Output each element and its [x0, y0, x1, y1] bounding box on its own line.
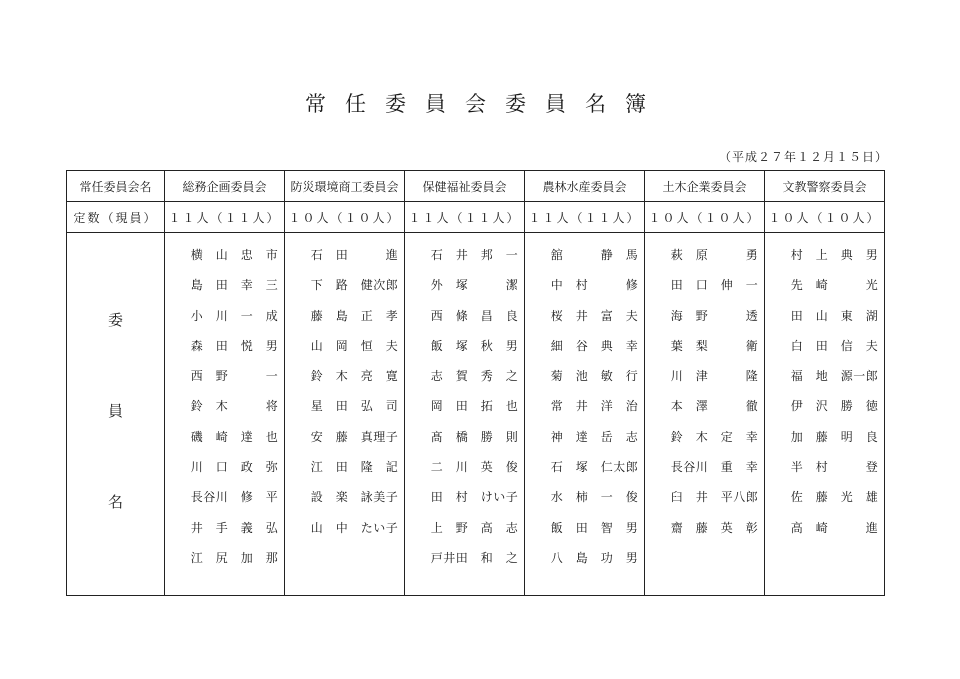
- member-name: 加 藤 明 良: [790, 429, 879, 444]
- committee-count: １０人（１０人）: [765, 202, 885, 233]
- member-name: 下 路 健次郎: [310, 278, 399, 293]
- member-name: 髙 橋 勝 則: [430, 429, 519, 444]
- committee-name: 総務企画委員会: [165, 171, 285, 202]
- committee-name: 土木企業委員会: [645, 171, 765, 202]
- member-name: 西 野 一: [190, 369, 279, 384]
- member-name: 横 山 忠 市: [190, 248, 279, 262]
- member-name: 齋 藤 英 彰: [670, 520, 759, 535]
- count-row: [67, 202, 885, 233]
- member-name: 磯 崎 達 也: [190, 429, 279, 444]
- member-name: 半 村 登: [790, 460, 879, 475]
- committee-count: １１人（１１人）: [525, 202, 645, 233]
- member-name: 石 田 進: [310, 248, 399, 262]
- member-name: 八 島 功 男: [550, 550, 639, 565]
- members-label-char: 委: [107, 311, 123, 329]
- member-name: 志 賀 秀 之: [430, 369, 519, 384]
- member-name: 森 田 悦 男: [190, 338, 279, 353]
- member-list-cell: [165, 233, 285, 596]
- member-name: 伊 沢 勝 徳: [790, 399, 879, 414]
- member-name: 飯 塚 秋 男: [430, 338, 519, 353]
- member-name: 海 野 透: [670, 308, 759, 323]
- member-list: [645, 233, 764, 548]
- member-list-cell: [405, 233, 525, 596]
- member-list: [285, 233, 404, 548]
- member-list-cell: [525, 233, 645, 596]
- member-name: 設 楽 詠美子: [310, 490, 399, 505]
- member-name: 田 村 けい子: [430, 490, 519, 505]
- member-name: 中 村 修: [550, 278, 639, 293]
- member-name: 川 津 隆: [670, 369, 759, 384]
- committee-count: １０人（１０人）: [645, 202, 765, 233]
- member-name: 田 山 東 湖: [790, 308, 879, 323]
- document-date: （平成２７年１２月１５日）: [718, 150, 888, 164]
- committee-count: １１人（１１人）: [165, 202, 285, 233]
- member-name: 上 野 高 志: [430, 520, 519, 535]
- members-label-char: 員: [107, 402, 123, 420]
- member-name: 長谷川 重 幸: [670, 460, 759, 475]
- member-name: 石 井 邦 一: [430, 248, 519, 262]
- member-name: 山 中 たい子: [310, 520, 399, 535]
- committee-name-row: [67, 171, 885, 202]
- member-name: 井 手 義 弘: [190, 520, 279, 535]
- member-name: 鈴 木 亮 寛: [310, 369, 399, 384]
- member-name: 長谷川 修 平: [190, 490, 279, 505]
- member-name: 江 田 隆 記: [310, 460, 399, 475]
- member-name: 佐 藤 光 雄: [790, 490, 879, 505]
- page-title: 常任委員会委員名簿: [305, 92, 665, 116]
- member-name: 島 田 幸 三: [190, 278, 279, 293]
- member-name: 石 塚 仁太郎: [550, 460, 639, 475]
- member-name: 高 崎 進: [790, 520, 879, 535]
- members-row: [67, 233, 885, 596]
- member-list-cell: [765, 233, 885, 596]
- member-list: [525, 233, 644, 578]
- member-name: 外 塚 潔: [430, 278, 519, 293]
- member-name: 安 藤 真理子: [310, 429, 399, 444]
- member-list: [765, 233, 884, 548]
- row-header-committee: 常任委員会名: [67, 171, 165, 202]
- committee-count: １１人（１１人）: [405, 202, 525, 233]
- committee-name: 文教警察委員会: [765, 171, 885, 202]
- committee-count: １０人（１０人）: [285, 202, 405, 233]
- member-name: 萩 原 勇: [670, 248, 759, 262]
- member-name: 藤 島 正 孝: [310, 308, 399, 323]
- member-name: 先 崎 光: [790, 278, 879, 293]
- member-name: 常 井 洋 治: [550, 399, 639, 414]
- committee-name: 農林水産委員会: [525, 171, 645, 202]
- member-name: 田 口 伸 一: [670, 278, 759, 293]
- member-name: 水 柿 一 俊: [550, 490, 639, 505]
- member-list: [405, 233, 524, 578]
- member-name: 神 達 岳 志: [550, 429, 639, 444]
- committee-name: 防災環境商工委員会: [285, 171, 405, 202]
- members-label-char: 名: [107, 493, 123, 511]
- member-name: 江 尻 加 那: [190, 550, 279, 565]
- member-name: 白 田 信 夫: [790, 338, 879, 353]
- member-name: 村 上 典 男: [790, 248, 879, 262]
- member-name: 菊 池 敏 行: [550, 369, 639, 384]
- member-name: 川 口 政 弥: [190, 460, 279, 475]
- member-name: 戸井田 和 之: [430, 550, 519, 565]
- committee-roster-table: [66, 170, 885, 596]
- member-list-cell: [645, 233, 765, 596]
- member-name: 飯 田 智 男: [550, 520, 639, 535]
- member-name: 福 地 源一郎: [790, 369, 879, 384]
- member-name: 本 澤 徹: [670, 399, 759, 414]
- member-name: 舘 静 馬: [550, 248, 639, 262]
- member-list-cell: [285, 233, 405, 596]
- member-name: 細 谷 典 幸: [550, 338, 639, 353]
- member-name: 鈴 木 定 幸: [670, 429, 759, 444]
- member-list: [165, 233, 284, 578]
- member-name: 鈴 木 将: [190, 399, 279, 414]
- member-name: 小 川 一 成: [190, 308, 279, 323]
- member-name: 星 田 弘 司: [310, 399, 399, 414]
- member-name: 岡 田 拓 也: [430, 399, 519, 414]
- member-name: 西 條 昌 良: [430, 308, 519, 323]
- member-name: 臼 井 平八郎: [670, 490, 759, 505]
- member-name: 二 川 英 俊: [430, 460, 519, 475]
- committee-name: 保健福祉委員会: [405, 171, 525, 202]
- row-header-members: [67, 233, 165, 596]
- member-name: 山 岡 恒 夫: [310, 338, 399, 353]
- member-name: 葉 梨 衛: [670, 338, 759, 353]
- member-name: 桜 井 富 夫: [550, 308, 639, 323]
- row-header-count: 定数（現員）: [67, 202, 165, 233]
